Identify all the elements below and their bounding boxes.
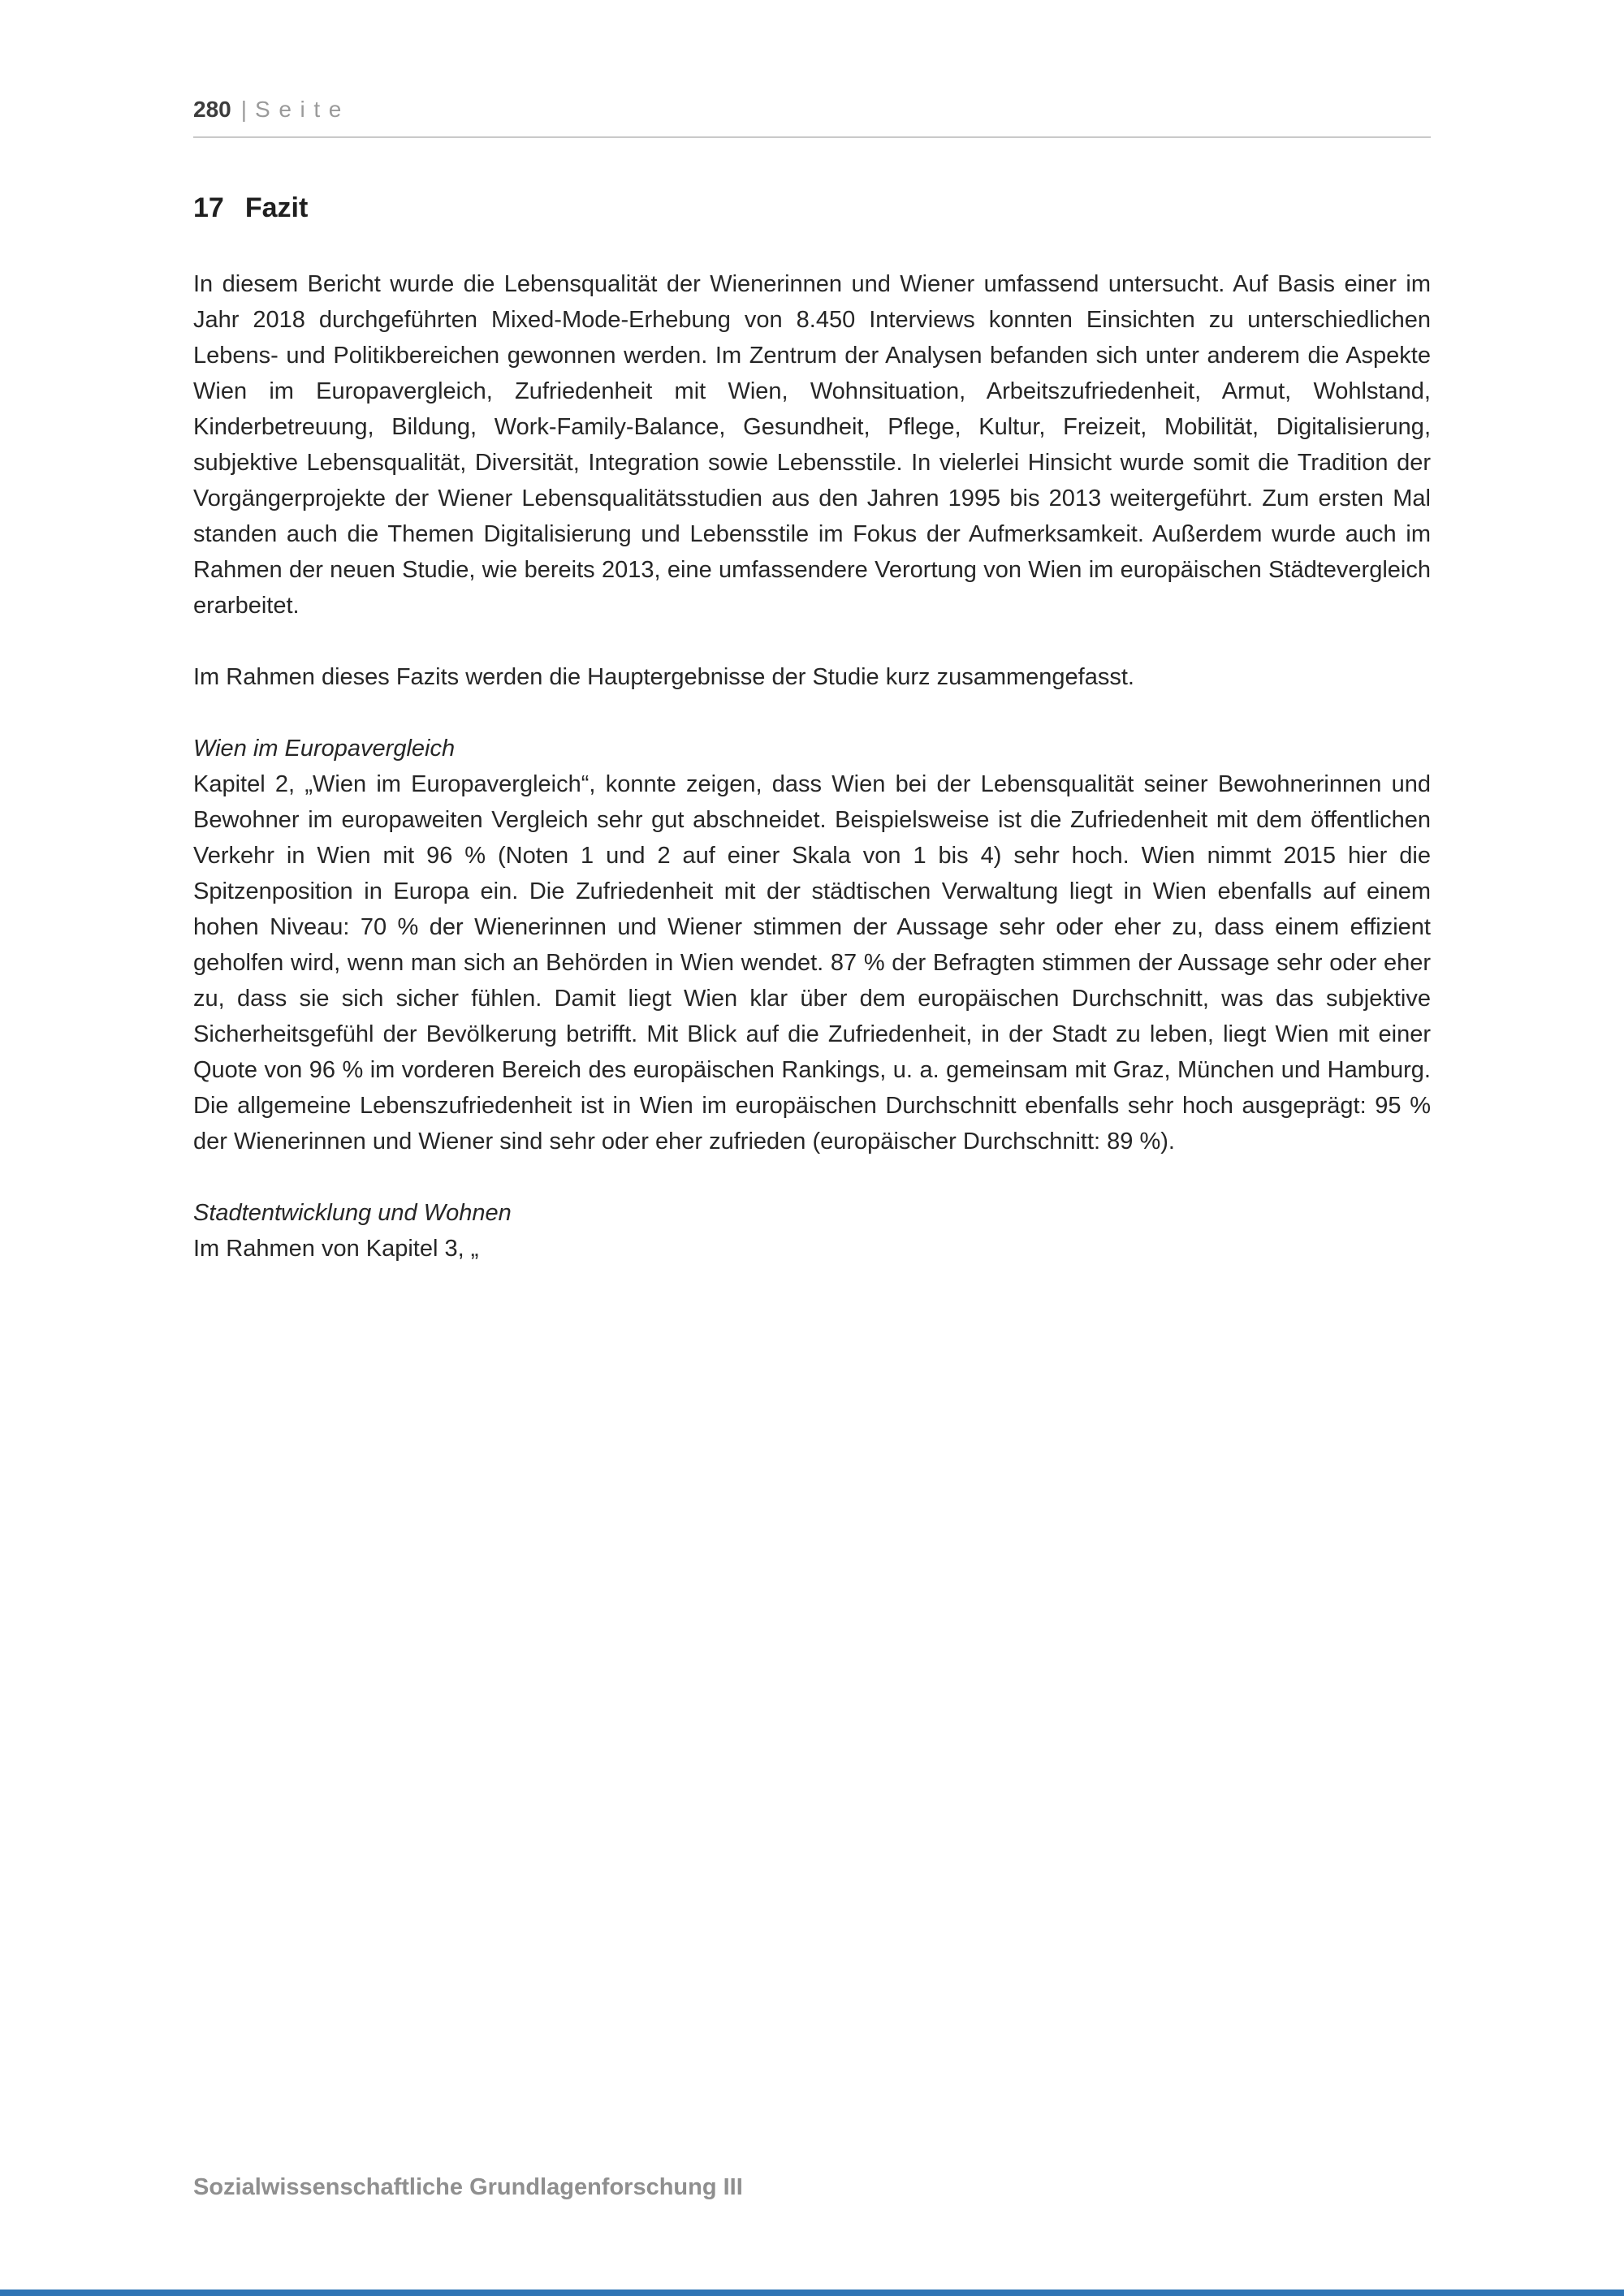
chapter-number: 17 [193,192,224,223]
running-footer [193,2174,743,2201]
header-rule [193,136,1431,138]
chapter-heading [193,192,1431,224]
chapter-title: Fazit [244,192,309,223]
running-header [193,96,1431,123]
paragraph: Kapitel 2, „Wien im Europavergleich“, konnte zeigen, dass Wien bei der Lebensqualität seiner Bewohnerinnen und Bewohner im europaweiten Vergleich sehr gut abschneidet. Beispielsweise ist die Zufriedenheit mit dem öffentlichen Verkehr in Wien mit 96 % (Noten 1 und 2 auf einer Skala von 1 bis 4) sehr hoch. Wien nimmt 2015 hier die Spitzenposition in Europa ein. Die Zufriedenheit mit der städtischen Verwaltung liegt in Wien ebenfalls auf einem hohen Niveau: 70 % der Wienerinnen und Wiener stimmen der Aussage sehr oder eher zu, dass einem effizient geholfen wird, wenn man sich an Behörden in Wien wendet. 87 % der Befragten stimmen der Aussage sehr oder eher zu, dass sie sich sicher fühlen. Damit liegt Wien klar über dem europäischen Durchschnitt, was das subjektive Sicherheitsgefühl der Bevölkerung betrifft. Mit Blick auf die Zufriedenheit, in der Stadt zu leben, liegt Wien mit einer Quote von 96 % im vorderen Bereich des europäischen Rankings, u. a. gemeinsam mit Graz, München und Hamburg. Die allgemeine Lebenszufriedenheit ist in Wien im europäischen Durchschnitt ebenfalls sehr hoch ausgeprägt: 95 % der Wienerinnen und Wiener sind sehr oder eher zufrieden (europäischer Durchschnitt: 89 %). [193,771,1431,1154]
paragraph: Im Rahmen von Kapitel 3, „ [193,1236,479,1262]
header-separator: | [240,97,247,122]
footer-text: Sozialwissenschaftliche Grundlagenforschung III [193,2174,743,2200]
document-body [193,192,1431,1267]
section-subheading: Stadtentwicklung und Wohnen [193,1200,512,1226]
page-number: 280 [193,97,231,122]
paragraph: Im Rahmen dieses Fazits werden die Hauptergebnisse der Studie kurz zusammengefasst. [193,664,1134,690]
page-label: Seite [255,97,351,122]
section-subheading: Wien im Europavergleich [193,736,456,762]
bottom-page-edge [0,2290,1624,2296]
paragraph: In diesem Bericht wurde die Lebensqualität der Wienerinnen und Wiener umfassend untersucht. Auf Basis einer im Jahr 2018 durchgeführten Mixed-Mode-Erhebung von 8.450 Interviews konnten Einsichten zu unterschiedlichen Lebens- und Politikbereichen gewonnen werden. Im Zentrum der Analysen befanden sich unter anderem die Aspekte Wien im Europavergleich, Zufriedenheit mit Wien, Wohnsituation, Arbeitszufriedenheit, Armut, Wohlstand, Kinderbetreuung, Bildung, Work-Family-Balance, Gesundheit, Pflege, Kultur, Freizeit, Mobilität, Digitalisierung, subjektive Lebensqualität, Diversität, Integration sowie Lebensstile. In vielerlei Hinsicht wurde somit die Tradition der Vorgängerprojekte der Wiener Lebensqualitätsstudien aus den Jahren 1995 bis 2013 weitergeführt. Zum ersten Mal standen auch die Themen Digitalisierung und Lebensstile im Fokus der Aufmerksamkeit. Außerdem wurde auch im Rahmen der neuen Studie, wie bereits 2013, eine umfassendere Verortung von Wien im europäischen Städtevergleich erarbeitet. [193,271,1431,619]
